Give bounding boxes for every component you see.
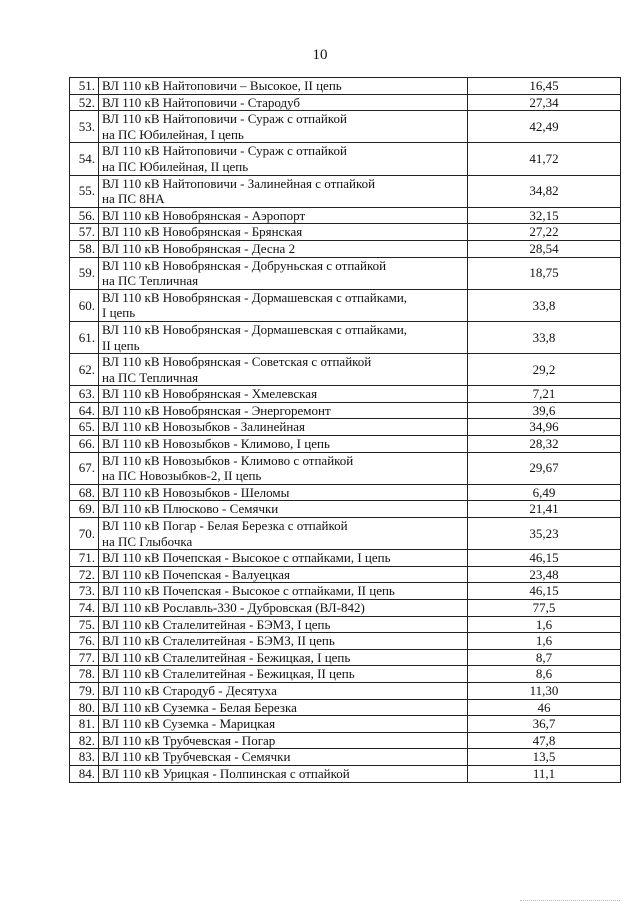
row-number: 57. [70,224,99,241]
line-length: 47,8 [468,732,621,749]
row-number: 75. [70,616,99,633]
line-name: ВЛ 110 кВ Новозыбков - Шеломы [99,484,468,501]
line-length: 11,1 [468,765,621,782]
row-number: 51. [70,78,99,95]
table-row [70,600,621,617]
table-row [70,550,621,567]
line-length: 41,72 [468,143,621,175]
line-name: ВЛ 110 кВ Новобрянская - Советская с отпайкой на ПС Тепличная [99,354,468,386]
line-length: 34,82 [468,175,621,207]
line-length: 28,54 [468,240,621,257]
line-length: 46,15 [468,583,621,600]
line-length: 46,15 [468,550,621,567]
table-row [70,484,621,501]
row-number: 73. [70,583,99,600]
line-length: 23,48 [468,566,621,583]
table-row [70,633,621,650]
line-name: ВЛ 110 кВ Новобрянская - Брянская [99,224,468,241]
line-name: ВЛ 110 кВ Новобрянская - Хмелевская [99,386,468,403]
table-row [70,386,621,403]
table-row [70,682,621,699]
line-name: ВЛ 110 кВ Почепская - Валуецкая [99,566,468,583]
line-length: 46 [468,699,621,716]
row-number: 76. [70,633,99,650]
table-row [70,732,621,749]
table-row [70,518,621,550]
row-number: 78. [70,666,99,683]
row-number: 68. [70,484,99,501]
row-number: 61. [70,321,99,353]
line-name: ВЛ 110 кВ Трубчевская - Семячки [99,749,468,766]
table-row [70,143,621,175]
row-number: 80. [70,699,99,716]
line-name: ВЛ 110 кВ Новобрянская - Десна 2 [99,240,468,257]
line-length: 21,41 [468,501,621,518]
row-number: 77. [70,649,99,666]
table-row [70,354,621,386]
row-number: 82. [70,732,99,749]
table-row [70,716,621,733]
table-row [70,94,621,111]
row-number: 67. [70,452,99,484]
row-number: 81. [70,716,99,733]
row-number: 60. [70,289,99,321]
line-name: ВЛ 110 кВ Стародуб - Десятуха [99,682,468,699]
table-row [70,616,621,633]
row-number: 55. [70,175,99,207]
row-number: 64. [70,402,99,419]
line-name: ВЛ 110 кВ Новозыбков - Климово, I цепь [99,436,468,453]
line-name: ВЛ 110 кВ Почепская - Высокое с отпайками, I цепь [99,550,468,567]
row-number: 52. [70,94,99,111]
line-name: ВЛ 110 кВ Новобрянская - Дормашевская с отпайками, I цепь [99,289,468,321]
table-row [70,257,621,289]
line-length: 29,67 [468,452,621,484]
line-length: 27,34 [468,94,621,111]
row-number: 59. [70,257,99,289]
line-length: 16,45 [468,78,621,95]
row-number: 70. [70,518,99,550]
table-row [70,321,621,353]
line-name: ВЛ 110 кВ Новобрянская - Аэропорт [99,207,468,224]
line-name: ВЛ 110 кВ Новобрянская - Дормашевская с отпайками, II цепь [99,321,468,353]
table-row [70,566,621,583]
row-number: 71. [70,550,99,567]
row-number: 62. [70,354,99,386]
line-length: 34,96 [468,419,621,436]
row-number: 66. [70,436,99,453]
row-number: 54. [70,143,99,175]
footer-dotted-mark [520,900,620,901]
line-name: ВЛ 110 кВ Суземка - Марицкая [99,716,468,733]
line-length: 33,8 [468,289,621,321]
line-length: 8,7 [468,649,621,666]
line-name: ВЛ 110 кВ Плюсково - Семячки [99,501,468,518]
page-number: 10 [312,47,328,63]
line-name: ВЛ 110 кВ Урицкая - Полпинская с отпайкой [99,765,468,782]
line-name: ВЛ 110 кВ Погар - Белая Березка с отпайкой на ПС Глыбочка [99,518,468,550]
power-lines-table [69,77,621,783]
row-number: 63. [70,386,99,403]
table-row [70,649,621,666]
line-name: ВЛ 110 кВ Новозыбков - Залинейная [99,419,468,436]
table-row [70,419,621,436]
line-name: ВЛ 110 кВ Новозыбков - Климово с отпайкой на ПС Новозыбков-2, II цепь [99,452,468,484]
line-length: 32,15 [468,207,621,224]
line-length: 6,49 [468,484,621,501]
line-name: ВЛ 110 кВ Трубчевская - Погар [99,732,468,749]
line-name: ВЛ 110 кВ Новобрянская - Добруньская с отпайкой на ПС Тепличная [99,257,468,289]
line-length: 28,32 [468,436,621,453]
line-length: 29,2 [468,354,621,386]
line-length: 36,7 [468,716,621,733]
line-length: 18,75 [468,257,621,289]
row-number: 69. [70,501,99,518]
table-row [70,666,621,683]
row-number: 56. [70,207,99,224]
table-row [70,175,621,207]
line-length: 7,21 [468,386,621,403]
line-name: ВЛ 110 кВ Сталелитейная - БЭМЗ, II цепь [99,633,468,650]
line-length: 1,6 [468,633,621,650]
line-name: ВЛ 110 кВ Найтоповичи - Залинейная с отпайкой на ПС 8НА [99,175,468,207]
row-number: 53. [70,111,99,143]
line-name: ВЛ 110 кВ Новобрянская - Энергоремонт [99,402,468,419]
line-length: 42,49 [468,111,621,143]
row-number: 65. [70,419,99,436]
row-number: 58. [70,240,99,257]
line-length: 35,23 [468,518,621,550]
line-name: ВЛ 110 кВ Найтоповичи - Стародуб [99,94,468,111]
line-name: ВЛ 110 кВ Рославль-330 - Дубровская (ВЛ-842) [99,600,468,617]
line-name: ВЛ 110 кВ Сталелитейная - БЭМЗ, I цепь [99,616,468,633]
table-row [70,207,621,224]
row-number: 83. [70,749,99,766]
line-name: ВЛ 110 кВ Суземка - Белая Березка [99,699,468,716]
table-row [70,289,621,321]
table-row [70,749,621,766]
table-row [70,402,621,419]
line-length: 1,6 [468,616,621,633]
power-lines-table-body [70,78,621,783]
table-row [70,111,621,143]
line-length: 27,22 [468,224,621,241]
row-number: 79. [70,682,99,699]
line-length: 33,8 [468,321,621,353]
table-row [70,699,621,716]
line-name: ВЛ 110 кВ Найтоповичи - Сураж с отпайкой на ПС Юбилейная, I цепь [99,111,468,143]
table-row [70,501,621,518]
table-row [70,224,621,241]
table-row [70,436,621,453]
row-number: 72. [70,566,99,583]
row-number: 84. [70,765,99,782]
line-name: ВЛ 110 кВ Найтоповичи - Сураж с отпайкой на ПС Юбилейная, II цепь [99,143,468,175]
line-length: 77,5 [468,600,621,617]
table-row [70,452,621,484]
table-row [70,240,621,257]
line-length: 13,5 [468,749,621,766]
line-name: ВЛ 110 кВ Сталелитейная - Бежицкая, II цепь [99,666,468,683]
table-row [70,765,621,782]
line-length: 39,6 [468,402,621,419]
table-row [70,583,621,600]
line-name: ВЛ 110 кВ Сталелитейная - Бежицкая, I цепь [99,649,468,666]
line-name: ВЛ 110 кВ Почепская - Высокое с отпайками, II цепь [99,583,468,600]
line-name: ВЛ 110 кВ Найтоповичи – Высокое, II цепь [99,78,468,95]
table-row [70,78,621,95]
row-number: 74. [70,600,99,617]
line-length: 8,6 [468,666,621,683]
line-length: 11,30 [468,682,621,699]
